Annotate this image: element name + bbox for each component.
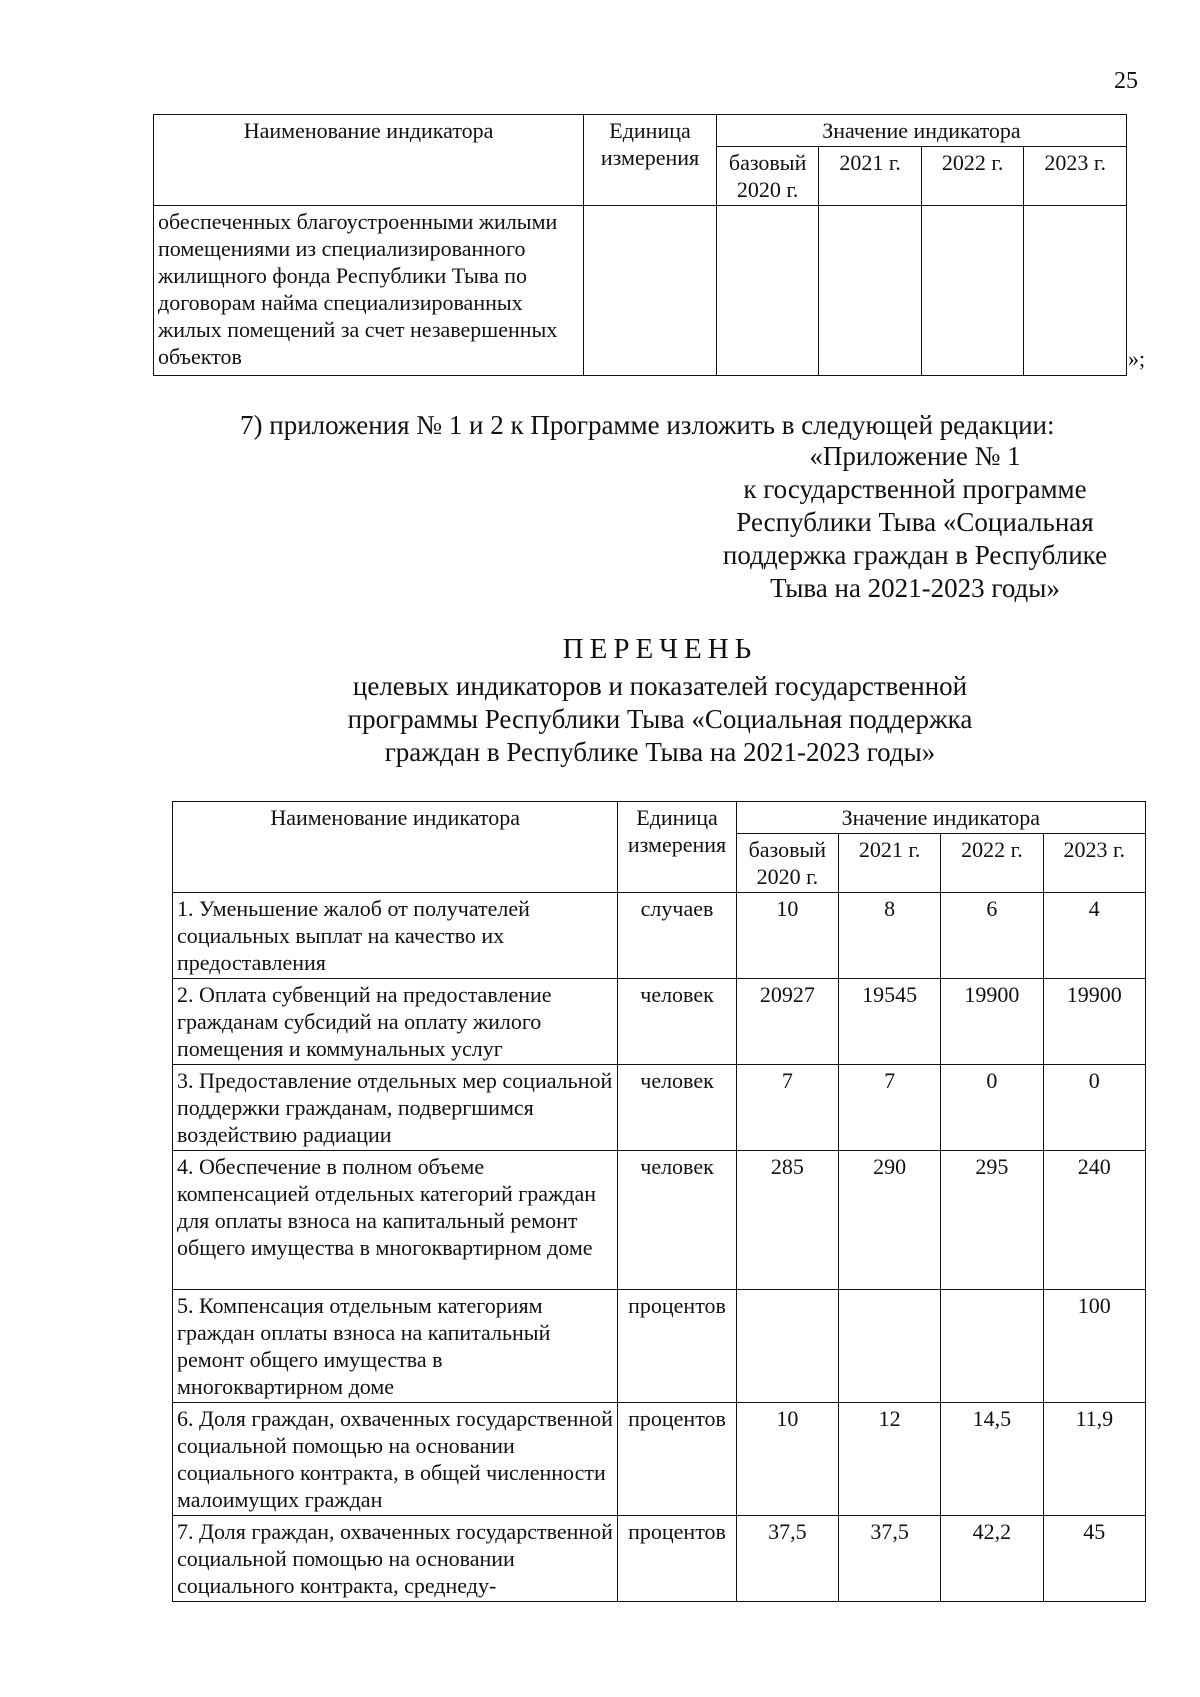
value-2021: 12 [838,1403,940,1516]
subtitle-line: граждан в Республике Тыва на 2021-2023 годы» [384,737,936,767]
unit-cell: человек [618,1151,736,1290]
header-base-2020: базовый 2020 г. [736,834,838,893]
appendix-header [700,440,1130,605]
value-2021: 37,5 [838,1516,940,1602]
header-2022: 2022 г. [941,834,1043,893]
table-row [173,979,1146,1065]
value-2022: 6 [941,893,1043,979]
table-row [173,893,1146,979]
amendment-line: 7) приложения № 1 и 2 к Программе изложить в следующей редакции: [240,410,1055,440]
value-base-2020: 285 [736,1151,838,1290]
table-row [173,1065,1146,1151]
closing-mark: »; [1128,346,1146,371]
value-base-2020: 37,5 [736,1516,838,1602]
document-subtitle [300,670,1020,769]
unit-cell: процентов [618,1403,736,1516]
table-row [173,1516,1146,1602]
value-2021: 7 [838,1065,940,1151]
value-cell [716,206,819,376]
value-2021 [838,1290,940,1403]
subtitle-line: целевых индикаторов и показателей государственной [352,671,968,701]
indicator-name: 7. Доля граждан, охваченных государственной социальной помощью на основании социального контракта, среднеду- [173,1516,618,1602]
unit-cell: процентов [618,1290,736,1403]
indicator-name: 5. Компенсация отдельным категориям граждан оплаты взноса на капитальный ремонт общего имущества в многоквартирном доме [173,1290,618,1403]
header-base-2020: базовый 2020 г. [716,147,819,206]
header-indicator-name: Наименование индикатора [173,802,618,893]
value-base-2020: 10 [736,893,838,979]
appendix-line: Республики Тыва «Социальная [736,507,1094,537]
table-row [154,206,1127,376]
value-2021: 290 [838,1151,940,1290]
value-2022: 19900 [941,979,1043,1065]
value-2023: 100 [1043,1290,1145,1403]
header-indicator-name: Наименование индикатора [154,115,584,206]
document-title: ПЕРЕЧЕНЬ [562,633,758,665]
value-2022: 0 [941,1065,1043,1151]
value-2023: 4 [1043,893,1145,979]
indicator-name: 4. Обеспечение в полном объеме компенсацией отдельных категорий граждан для оплаты взноса на капитальный ремонт общего имущества в многоквартирном доме [173,1151,618,1290]
continuation-table [153,114,1127,376]
page-number: 25 [1114,68,1138,94]
table-row [173,1403,1146,1516]
value-2022 [941,1290,1043,1403]
indicators-table [172,801,1146,1602]
header-2021: 2021 г. [838,834,940,893]
header-value-group: Значение индикатора [736,802,1145,834]
header-unit: Единица измерения [618,802,736,893]
table-row [173,1290,1146,1403]
appendix-line: поддержка граждан в Республике [722,540,1108,570]
value-base-2020: 20927 [736,979,838,1065]
value-cell [921,206,1024,376]
value-2022: 14,5 [941,1403,1043,1516]
appendix-line: «Приложение № 1 [809,441,1021,471]
value-2023: 19900 [1043,979,1145,1065]
indicator-name: обеспеченных благоустроенными жилыми помещениями из специализированного жилищного фонда Республики Тыва по договорам найма специализированных жилых помещений за счет незавершенных объектов [154,206,584,376]
header-value-group: Значение индикатора [716,115,1126,147]
value-base-2020: 7 [736,1065,838,1151]
value-base-2020 [736,1290,838,1403]
appendix-line: Тыва на 2021-2023 годы» [770,573,1060,603]
unit-cell: процентов [618,1516,736,1602]
table-row [173,1151,1146,1290]
unit-cell: случаев [618,893,736,979]
header-2023: 2023 г. [1043,834,1145,893]
indicator-name: 6. Доля граждан, охваченных государственной социальной помощью на основании социального контракта, в общей численности малоимущих граждан [173,1403,618,1516]
appendix-line: к государственной программе [743,474,1087,504]
unit-cell [584,206,717,376]
value-2022: 42,2 [941,1516,1043,1602]
value-cell [1024,206,1127,376]
indicator-name: 3. Предоставление отдельных мер социальной поддержки гражданам, подвергшимся воздействию радиации [173,1065,618,1151]
value-2023: 240 [1043,1151,1145,1290]
indicator-name: 1. Уменьшение жалоб от получателей социальных выплат на качество их предоставления [173,893,618,979]
indicator-name: 2. Оплата субвенций на предоставление гражданам субсидий на оплату жилого помещения и коммунальных услуг [173,979,618,1065]
value-2021: 19545 [838,979,940,1065]
value-2023: 0 [1043,1065,1145,1151]
value-cell [819,206,922,376]
value-2022: 295 [941,1151,1043,1290]
header-unit: Единица измерения [584,115,717,206]
header-2022: 2022 г. [921,147,1024,206]
value-2023: 11,9 [1043,1403,1145,1516]
value-2021: 8 [838,893,940,979]
header-2021: 2021 г. [819,147,922,206]
unit-cell: человек [618,979,736,1065]
value-2023: 45 [1043,1516,1145,1602]
value-base-2020: 10 [736,1403,838,1516]
header-2023: 2023 г. [1024,147,1127,206]
unit-cell: человек [618,1065,736,1151]
subtitle-line: программы Республики Тыва «Социальная поддержка [347,704,973,734]
